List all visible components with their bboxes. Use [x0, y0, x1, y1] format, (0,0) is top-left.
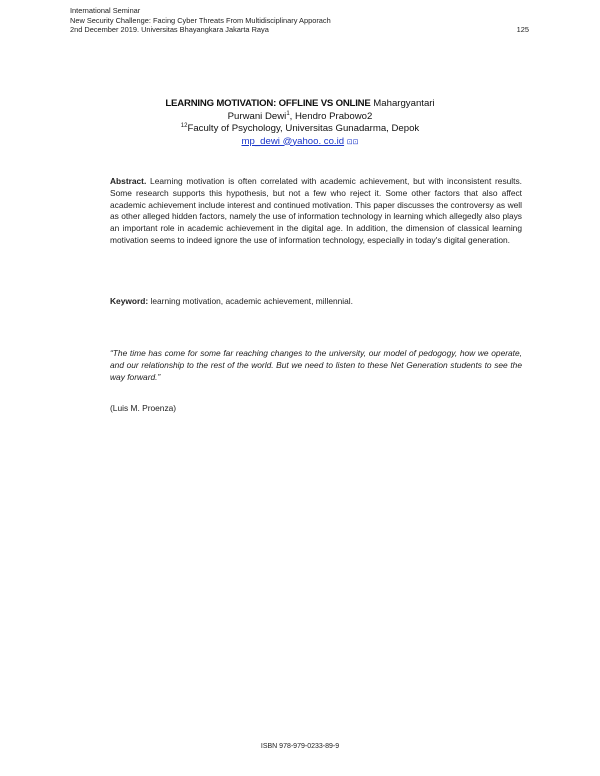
- abstract-text: Learning motivation is often correlated with academic achievement, but with inconsistent results. Some research supports this hypothesis, but not a few who reject it. Some other factors that also affect academic achievement include interest and continued motivation. This paper discusses the controversy as well as other alleged hidden factors, namely the use of information technology in learning which allegedly also plays an important role in academic achievement in the digital age. In addition, the dimension of classical learning motivation seems to indeed ignore the use of information technology, especially in today's digital generation.: [110, 176, 522, 245]
- email-line: [110, 136, 490, 150]
- keyword-label: Keyword:: [110, 296, 149, 306]
- quote-attribution: (Luis M. Proenza): [110, 403, 177, 413]
- author1-first-name: Mahargyantari: [373, 98, 435, 109]
- affiliation-superscript: 12: [180, 122, 188, 129]
- author-email-link[interactable]: mp_dewi @yahoo. co.id: [241, 135, 345, 147]
- author2-name: Hendro Prabowo: [295, 110, 367, 122]
- author1-superscript: 1: [286, 110, 290, 117]
- title-block: [110, 98, 490, 149]
- header-theme: New Security Challenge: Facing Cyber Threats From Multidisciplinary Apporach: [70, 15, 331, 25]
- footer-isbn: ISBN 978-979-0233-89-9: [260, 743, 340, 750]
- epigraph-quote: “The time has come for some far reaching changes to the university, our model of pedogogy, how we operate, and our relationship to the rest of the world. But we need to listen to these Net Generation students to see the way forward.”: [110, 348, 522, 382]
- header-seminar: International Seminar: [70, 6, 141, 15]
- abstract-label: Abstract.: [110, 176, 147, 186]
- author1-last-name: Purwani Dewi: [227, 110, 287, 122]
- running-header: [70, 6, 331, 35]
- page-number: 125: [516, 25, 529, 34]
- email-mark-icon: ⊡⊡: [346, 138, 359, 146]
- author2-superscript: 2: [367, 110, 373, 122]
- title-line-2: Purwani Dewi$^1$, Hendro Prabowo2: [227, 110, 373, 122]
- title-line-1: [110, 98, 490, 111]
- affiliation-line: [110, 123, 490, 136]
- keywords: [110, 296, 522, 308]
- paper-title: LEARNING MOTIVATION: OFFLINE VS ONLINE: [165, 98, 371, 109]
- keyword-text: learning motivation, academic achievement, millennial.: [150, 296, 353, 306]
- abstract: [110, 176, 522, 247]
- header-date-venue: 2nd December 2019. Universitas Bhayangkara Jakarta Raya: [70, 25, 269, 35]
- affiliation: Faculty of Psychology, Universitas Gunadarma, Depok: [187, 123, 420, 134]
